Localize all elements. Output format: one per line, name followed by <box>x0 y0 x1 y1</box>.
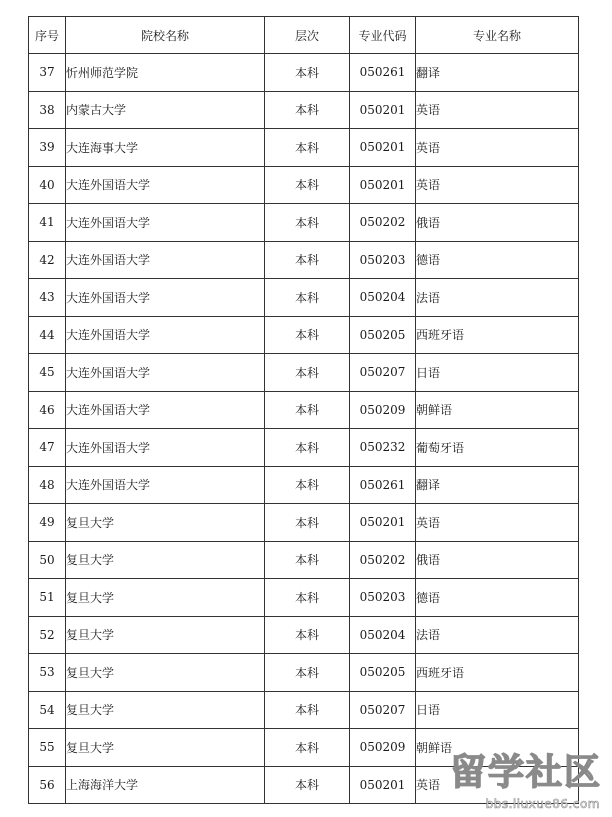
cell-school: 复旦大学 <box>66 504 265 542</box>
cell-level: 本科 <box>265 316 350 354</box>
cell-major: 德语 <box>416 579 579 617</box>
cell-level: 本科 <box>265 129 350 167</box>
cell-school: 大连外国语大学 <box>66 429 265 467</box>
cell-school: 复旦大学 <box>66 579 265 617</box>
cell-level: 本科 <box>265 504 350 542</box>
table-row <box>29 691 579 729</box>
cell-code: 050207 <box>350 691 416 729</box>
cell-school: 大连外国语大学 <box>66 316 265 354</box>
table-row <box>29 579 579 617</box>
cell-school: 大连外国语大学 <box>66 166 265 204</box>
cell-seq: 55 <box>29 729 66 767</box>
cell-code: 050261 <box>350 466 416 504</box>
cell-major: 西班牙语 <box>416 654 579 692</box>
cell-major: 日语 <box>416 354 579 392</box>
cell-school: 复旦大学 <box>66 654 265 692</box>
cell-major: 翻译 <box>416 54 579 92</box>
cell-major: 葡萄牙语 <box>416 429 579 467</box>
cell-code: 050202 <box>350 541 416 579</box>
table-row <box>29 354 579 392</box>
cell-code: 050207 <box>350 354 416 392</box>
table-row <box>29 766 579 804</box>
cell-major: 英语 <box>416 166 579 204</box>
cell-seq: 46 <box>29 391 66 429</box>
header-school: 院校名称 <box>66 17 265 54</box>
cell-school: 内蒙古大学 <box>66 91 265 129</box>
cell-seq: 48 <box>29 466 66 504</box>
cell-code: 050201 <box>350 129 416 167</box>
cell-level: 本科 <box>265 729 350 767</box>
cell-seq: 42 <box>29 241 66 279</box>
cell-major: 翻译 <box>416 466 579 504</box>
cell-seq: 56 <box>29 766 66 804</box>
table-row <box>29 54 579 92</box>
table-row <box>29 616 579 654</box>
cell-level: 本科 <box>265 541 350 579</box>
cell-school: 大连外国语大学 <box>66 466 265 504</box>
table-row <box>29 241 579 279</box>
cell-seq: 49 <box>29 504 66 542</box>
cell-major: 法语 <box>416 616 579 654</box>
header-major: 专业名称 <box>416 17 579 54</box>
watermark-url: bbs.liuxue86.com <box>485 797 600 811</box>
cell-code: 050205 <box>350 316 416 354</box>
header-code: 专业代码 <box>350 17 416 54</box>
cell-major: 英语 <box>416 129 579 167</box>
cell-level: 本科 <box>265 391 350 429</box>
cell-seq: 47 <box>29 429 66 467</box>
cell-code: 050209 <box>350 729 416 767</box>
cell-code: 050209 <box>350 391 416 429</box>
header-seq: 序号 <box>29 17 66 54</box>
cell-level: 本科 <box>265 579 350 617</box>
table-row <box>29 316 579 354</box>
cell-seq: 37 <box>29 54 66 92</box>
cell-school: 大连外国语大学 <box>66 354 265 392</box>
table-row <box>29 466 579 504</box>
cell-school: 复旦大学 <box>66 691 265 729</box>
cell-level: 本科 <box>265 241 350 279</box>
cell-level: 本科 <box>265 166 350 204</box>
cell-major: 朝鲜语 <box>416 391 579 429</box>
cell-school: 复旦大学 <box>66 729 265 767</box>
header-row <box>29 17 579 54</box>
table-row <box>29 279 579 317</box>
cell-level: 本科 <box>265 466 350 504</box>
cell-seq: 50 <box>29 541 66 579</box>
cell-code: 050261 <box>350 54 416 92</box>
cell-level: 本科 <box>265 204 350 242</box>
cell-level: 本科 <box>265 654 350 692</box>
table-row <box>29 541 579 579</box>
table-row <box>29 91 579 129</box>
cell-school: 复旦大学 <box>66 541 265 579</box>
cell-seq: 38 <box>29 91 66 129</box>
table-row <box>29 504 579 542</box>
cell-seq: 44 <box>29 316 66 354</box>
table-row <box>29 204 579 242</box>
cell-major: 日语 <box>416 691 579 729</box>
cell-code: 050205 <box>350 654 416 692</box>
cell-code: 050201 <box>350 166 416 204</box>
cell-major: 朝鲜语 <box>416 729 579 767</box>
cell-code: 050201 <box>350 504 416 542</box>
cell-major: 俄语 <box>416 204 579 242</box>
cell-school: 复旦大学 <box>66 616 265 654</box>
table-row <box>29 729 579 767</box>
cell-seq: 52 <box>29 616 66 654</box>
cell-code: 050201 <box>350 91 416 129</box>
cell-level: 本科 <box>265 616 350 654</box>
cell-seq: 53 <box>29 654 66 692</box>
cell-level: 本科 <box>265 91 350 129</box>
cell-seq: 40 <box>29 166 66 204</box>
cell-school: 上海海洋大学 <box>66 766 265 804</box>
table-row <box>29 654 579 692</box>
table-row <box>29 166 579 204</box>
cell-level: 本科 <box>265 691 350 729</box>
cell-code: 050204 <box>350 616 416 654</box>
cell-school: 大连外国语大学 <box>66 204 265 242</box>
cell-school: 大连外国语大学 <box>66 241 265 279</box>
cell-school: 大连外国语大学 <box>66 279 265 317</box>
cell-code: 050201 <box>350 766 416 804</box>
watermark-logo: 留学社区 <box>449 752 602 793</box>
cell-major: 英语 <box>416 766 579 804</box>
cell-code: 050202 <box>350 204 416 242</box>
cell-level: 本科 <box>265 766 350 804</box>
cell-code: 050204 <box>350 279 416 317</box>
cell-seq: 51 <box>29 579 66 617</box>
cell-major: 西班牙语 <box>416 316 579 354</box>
cell-major: 德语 <box>416 241 579 279</box>
cell-code: 050203 <box>350 579 416 617</box>
cell-seq: 43 <box>29 279 66 317</box>
cell-major: 俄语 <box>416 541 579 579</box>
cell-school: 大连外国语大学 <box>66 391 265 429</box>
cell-level: 本科 <box>265 279 350 317</box>
cell-code: 050203 <box>350 241 416 279</box>
table-header <box>29 17 579 54</box>
cell-school: 大连海事大学 <box>66 129 265 167</box>
cell-seq: 45 <box>29 354 66 392</box>
cell-level: 本科 <box>265 354 350 392</box>
cell-major: 英语 <box>416 91 579 129</box>
cell-level: 本科 <box>265 429 350 467</box>
cell-seq: 54 <box>29 691 66 729</box>
table-row <box>29 391 579 429</box>
major-list-table <box>28 16 579 804</box>
cell-major: 法语 <box>416 279 579 317</box>
table-row <box>29 129 579 167</box>
cell-school: 忻州师范学院 <box>66 54 265 92</box>
cell-seq: 41 <box>29 204 66 242</box>
table-row <box>29 429 579 467</box>
table-body <box>29 54 579 804</box>
cell-major: 英语 <box>416 504 579 542</box>
cell-seq: 39 <box>29 129 66 167</box>
header-level: 层次 <box>265 17 350 54</box>
cell-code: 050232 <box>350 429 416 467</box>
cell-level: 本科 <box>265 54 350 92</box>
